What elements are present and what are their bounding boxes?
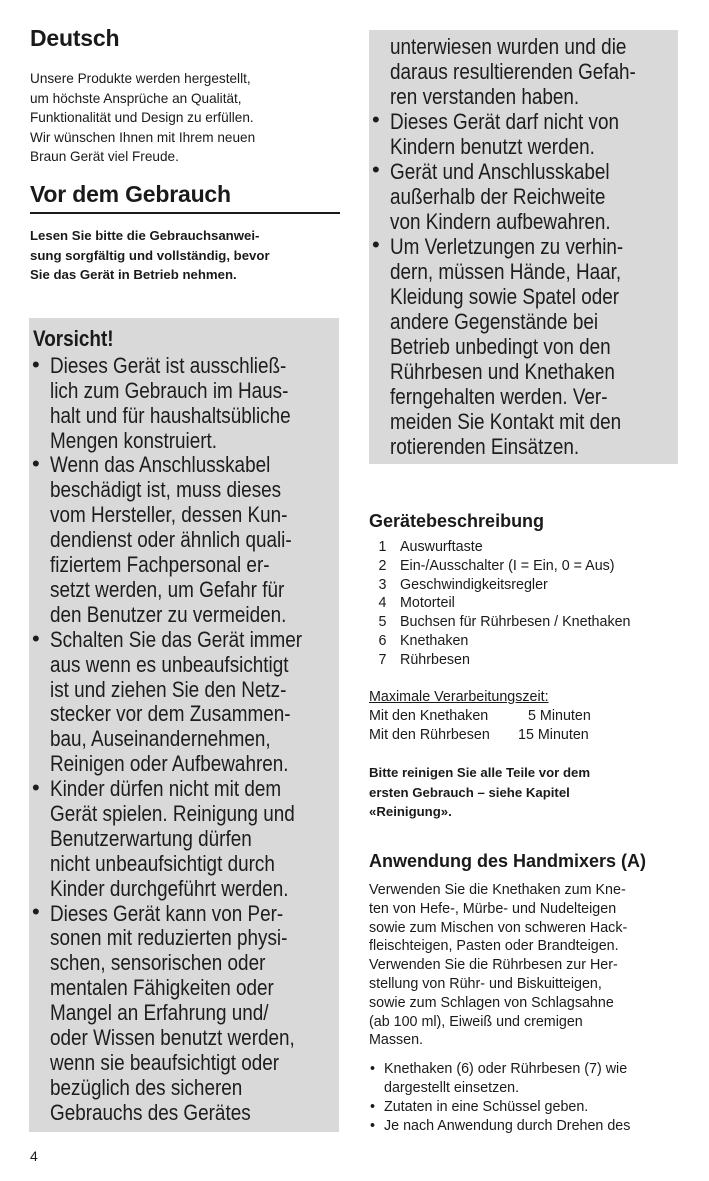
section-divider bbox=[30, 212, 340, 214]
max-processing-time: Maximale Verarbeitungszeit: Mit den Knethaken 5 Minuten Mit den Rührbesen 15 Minuten bbox=[369, 689, 591, 743]
warning-list-left bbox=[29, 354, 339, 1134]
warning-line: rotierenden Einsätzen. bbox=[390, 434, 580, 459]
parts-list-item: 5 Buchsen für Rührbesen / Knethaken bbox=[378, 614, 631, 631]
warning-line: Dieses Gerät ist ausschließ- bbox=[50, 353, 287, 378]
bullet-icon: • bbox=[370, 1118, 376, 1134]
warning-line: lich zum Gebrauch im Haus- bbox=[50, 378, 289, 403]
warning-line: Gerät und Anschlusskabel bbox=[390, 159, 610, 184]
warning-line: ren verstanden haben. bbox=[390, 84, 580, 109]
page-number: 4 bbox=[30, 1148, 38, 1164]
warning-line: Rührbesen und Knethaken bbox=[390, 359, 615, 384]
bullet-icon: • bbox=[32, 775, 40, 800]
warning-line: von Kindern aufbewahren. bbox=[390, 209, 611, 234]
warning-line: mentalen Fähigkeiten oder bbox=[50, 975, 274, 1000]
warning-line: Reinigen oder Aufbewahren. bbox=[50, 751, 289, 776]
warning-line: Betrieb unbedingt von den bbox=[390, 334, 611, 359]
warning-line: Kinder dürfen nicht mit dem bbox=[50, 776, 282, 801]
warning-line: oder Wissen benutzt werden, bbox=[50, 1025, 295, 1050]
warning-line: andere Gegenstände bei bbox=[390, 309, 599, 334]
cleaning-note: Bitte reinigen Sie alle Teile vor dem ersten Gebrauch – siehe Kapitel «Reinigung». bbox=[369, 765, 591, 819]
intro-paragraph: Unsere Produkte werden hergestellt, um höchste Ansprüche an Qualität, Funktionalität und Design zu erfüllen. Wir wünschen Ihnen mit Ihrem neuen Braun Gerät viel Freude. bbox=[30, 71, 256, 164]
warning-line: unterwiesen wurden und die bbox=[390, 34, 627, 59]
parts-list-item: 3 Geschwindigkeitsregler bbox=[378, 576, 548, 593]
warning-line: Dieses Gerät kann von Per- bbox=[50, 901, 284, 926]
warning-line: bau, Auseinandernehmen, bbox=[50, 726, 271, 751]
warning-line: aus wenn es unbeaufsichtigt bbox=[50, 652, 289, 677]
bullet-icon: • bbox=[370, 1099, 376, 1115]
warning-line: Wenn das Anschlusskabel bbox=[50, 452, 271, 477]
section-heading-before-use: Vor dem Gebrauch bbox=[30, 181, 231, 207]
warning-line: ferngehalten werden. Ver- bbox=[390, 384, 608, 409]
warning-line: ist und ziehen Sie den Netz- bbox=[50, 677, 287, 702]
parts-list-item: 7 Rührbesen bbox=[378, 651, 470, 668]
parts-list-item: 2 Ein-/Ausschalter (I = Ein, 0 = Aus) bbox=[378, 557, 615, 574]
warning-line: wenn sie beaufsichtigt oder bbox=[50, 1050, 280, 1075]
parts-list-item: 1 Auswurftaste bbox=[378, 539, 483, 555]
warning-line: Schalten Sie das Gerät immer bbox=[50, 627, 303, 652]
warning-line: Dieses Gerät darf nicht von bbox=[390, 109, 620, 134]
bullet-icon: • bbox=[372, 232, 380, 257]
bullet-icon: • bbox=[32, 899, 40, 924]
warning-line: fiziertem Fachpersonal er- bbox=[50, 552, 270, 577]
warning-line: Kindern benutzt werden. bbox=[390, 134, 595, 159]
bullet-icon: • bbox=[372, 107, 380, 132]
warning-line: Gerät spielen. Reinigung und bbox=[50, 801, 295, 826]
warning-line: vom Hersteller, dessen Kun- bbox=[50, 502, 288, 527]
warning-line: stecker vor dem Zusammen- bbox=[50, 701, 291, 726]
language-heading: Deutsch bbox=[30, 25, 120, 51]
bullet-icon: • bbox=[370, 1061, 376, 1077]
read-instructions-note: Lesen Sie bitte die Gebrauchsanwei- sung sorgfältig und vollständig, bevor Sie das Gerät in Betrieb nehmen. bbox=[30, 228, 270, 282]
warning-line: setzt werden, um Gefahr für bbox=[50, 577, 285, 602]
parts-list-item: 4 Motorteil bbox=[378, 595, 455, 612]
warning-line: Gebrauchs des Gerätes bbox=[50, 1100, 251, 1125]
warning-line: Benutzerwartung dürfen bbox=[50, 826, 252, 851]
warning-line: nicht unbeaufsichtigt durch bbox=[50, 851, 275, 876]
device-description-heading: Gerätebeschreibung bbox=[369, 511, 545, 531]
warning-line: Mangel an Erfahrung und/ bbox=[50, 1000, 269, 1025]
usage-paragraph: Verwenden Sie die Knethaken zum Kne- ten von Hefe-, Mürbe- und Nudelteigen sowie zum Mischen von schweren Hack- fleischteigen, Pasten oder Brandteigen. Verwenden Sie die Rührbesen zur Her- stellung von Rühr- und Biskuitteigen, sowie zum Schlagen von Schlagsahne (ab 100 ml), Eiweiß und cremigen Massen. bbox=[369, 882, 628, 1049]
warning-line: meiden Sie Kontakt mit den bbox=[390, 409, 622, 434]
warning-line: außerhalb der Reichweite bbox=[390, 184, 606, 209]
usage-heading: Anwendung des Handmixers (A) bbox=[369, 851, 647, 871]
warning-line: den Benutzer zu vermeiden. bbox=[50, 602, 287, 627]
warning-line: dendienst oder ähnlich quali- bbox=[50, 527, 292, 552]
bullet-icon: • bbox=[32, 352, 40, 377]
warning-line: bezüglich des sicheren bbox=[50, 1075, 243, 1100]
warning-line: Kinder durchgeführt werden. bbox=[50, 876, 289, 901]
warning-title: Vorsicht! bbox=[33, 326, 114, 351]
warning-line: Um Verletzungen zu verhin- bbox=[390, 234, 624, 259]
warning-line: Kleidung sowie Spatel oder bbox=[390, 284, 620, 309]
bullet-icon: • bbox=[32, 626, 40, 651]
warning-box-right bbox=[369, 30, 678, 464]
bullet-icon: • bbox=[32, 451, 40, 476]
parts-list-item: 6 Knethaken bbox=[378, 632, 469, 649]
warning-line: daraus resultierenden Gefah- bbox=[390, 59, 636, 84]
warning-line: Mengen konstruiert. bbox=[50, 428, 218, 453]
warning-line: dern, müssen Hände, Haar, bbox=[390, 259, 622, 284]
warning-line: halt und für haushaltsübliche bbox=[50, 403, 291, 428]
warning-line: beschädigt ist, muss dieses bbox=[50, 477, 282, 502]
warning-line: sonen mit reduzierten physi- bbox=[50, 925, 288, 950]
usage-steps: • Knethaken (6) oder Rührbesen (7) wie dargestellt einsetzen. • Zutaten in eine Schüssel geben. • Je nach Anwendung durch Drehen des bbox=[370, 1061, 631, 1134]
warning-line: schen, sensorischen oder bbox=[50, 950, 266, 975]
parts-list bbox=[365, 538, 631, 670]
warning-list-right bbox=[369, 35, 678, 463]
bullet-icon: • bbox=[372, 157, 380, 182]
warning-box-left bbox=[29, 318, 339, 1132]
